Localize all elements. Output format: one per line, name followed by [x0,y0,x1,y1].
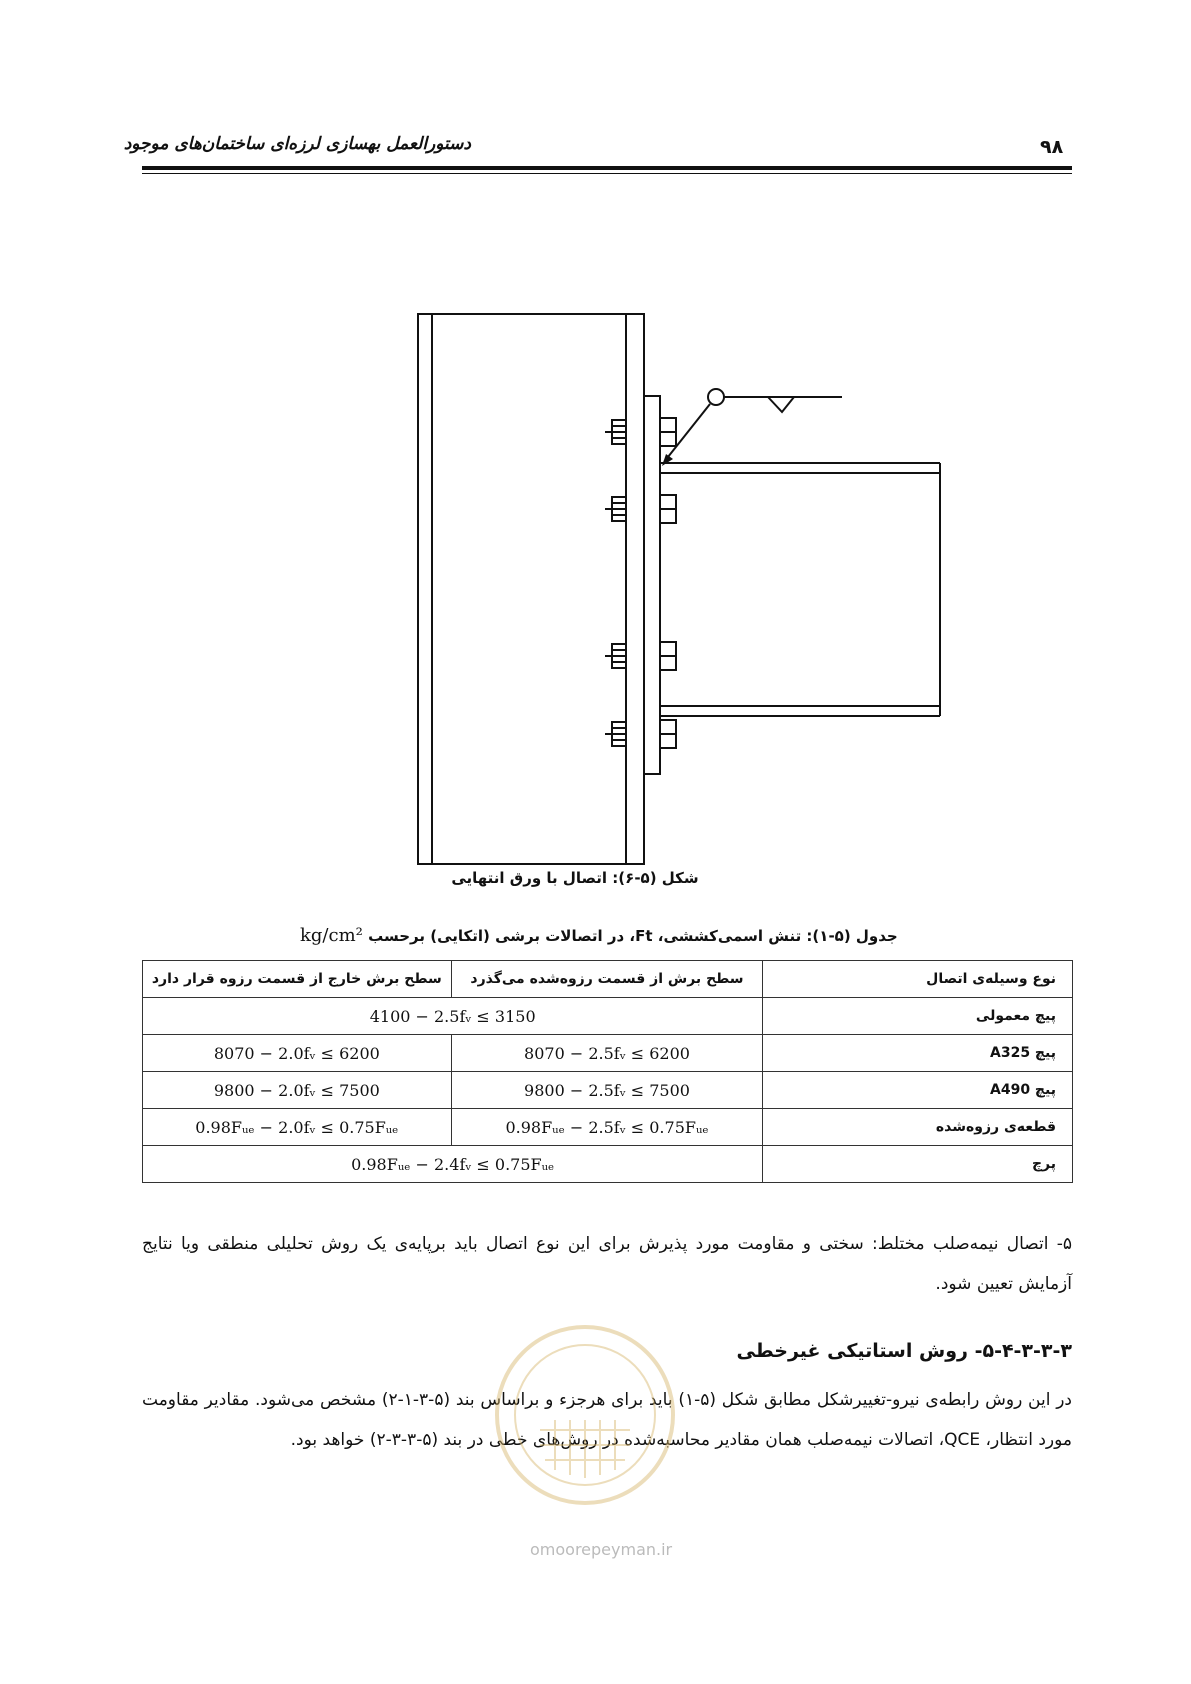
table-caption [300,925,898,946]
bolt-1 [605,418,676,446]
cell-type: پیچ معمولی [763,998,1073,1035]
weld-all-around-circle [708,389,724,405]
paragraph-nonlinear-static: در این روش رابطه‌ی نیرو-تغییرشکل مطابق شکل (۵-۱) باید برای هرجزء و براساس بند (۵-۳-۱-۲) مشخص می‌شود. مقادیر مقاومت مورد انتظار، QCE، اتصالات نیمه‌صلب همان مقادیر محاسبه‌شده در روش‌های خطی در بند (۵-۳-۳-۲) خواهد بود. [142,1390,1072,1450]
column-outline [418,314,644,864]
cell-type: قطعه‌ی رزوه‌شده [763,1109,1073,1146]
table-caption-text: جدول (۵-۱): تنش اسمی‌کششی، Ft، در اتصالات برشی (اتکایی) برحسب [368,927,898,945]
header-connector-type: نوع وسیله‌ی اتصال [763,961,1073,998]
bolt-4 [605,720,676,748]
fillet-weld-symbol [768,397,794,412]
end-plate-connection-drawing [410,308,950,868]
table-row [143,1035,1073,1072]
weld-arrowhead [662,454,673,466]
cell-type: پیچ A325 [763,1035,1073,1072]
section-heading: ۵-۴-۳-۳-۳- روش استاتیکی غیرخطی [736,1340,1072,1362]
tensile-stress-table [142,960,1073,1183]
cell-formula-combined: 0.98Fᵤₑ − 2.4fᵥ ≤ 0.75Fᵤₑ [143,1146,763,1183]
watermark-url: omoorepeyman.ir [530,1540,673,1559]
header-rule-thin [142,173,1072,174]
table-header-row [143,961,1073,998]
cell-formula-included: 9800 − 2.5fᵥ ≤ 7500 [451,1072,763,1109]
cell-formula-combined: 4100 − 2.5fᵥ ≤ 3150 [143,998,763,1035]
bolt-2 [605,495,676,523]
cell-type: پرچ [763,1146,1073,1183]
cell-formula-included: 0.98Fᵤₑ − 2.5fᵥ ≤ 0.75Fᵤₑ [451,1109,763,1146]
page-number: ۹۸ [1040,136,1064,158]
running-header-title: دستورالعمل بهسازی لرزه‌ای ساختمان‌های موجود [123,134,471,154]
header-threads-excluded: سطح برش خارج از قسمت رزوه قرار دارد [143,961,452,998]
cell-formula-excluded: 9800 − 2.0fᵥ ≤ 7500 [143,1072,452,1109]
bolt-3 [605,642,676,670]
end-plate [644,396,660,774]
table-caption-unit: kg/cm² [300,925,363,946]
table-row [143,1072,1073,1109]
cell-type: پیچ A490 [763,1072,1073,1109]
cell-formula-excluded: 0.98Fᵤₑ − 2.0fᵥ ≤ 0.75Fᵤₑ [143,1109,452,1146]
header-threads-included: سطح برش از قسمت رزوه‌شده می‌گذرد [451,961,763,998]
cell-formula-included: 8070 − 2.5fᵥ ≤ 6200 [451,1035,763,1072]
table-row [143,998,1073,1035]
table-row [143,1146,1073,1183]
cell-formula-excluded: 8070 − 2.0fᵥ ≤ 6200 [143,1035,452,1072]
header-rule-thick [142,166,1072,170]
paragraph-semi-rigid: ۵- اتصال نیمه‌صلب مختلط: سختی و مقاومت مورد پذیرش برای این نوع اتصال باید برپایه‌ی یک روش تحلیلی منطقی ویا نتایج آزمایش تعیین شود. [142,1234,1072,1294]
figure-caption: شکل (۵-۶): اتصال با ورق انتهایی [451,869,699,887]
watermark-logo [490,1320,680,1510]
table-row [143,1109,1073,1146]
